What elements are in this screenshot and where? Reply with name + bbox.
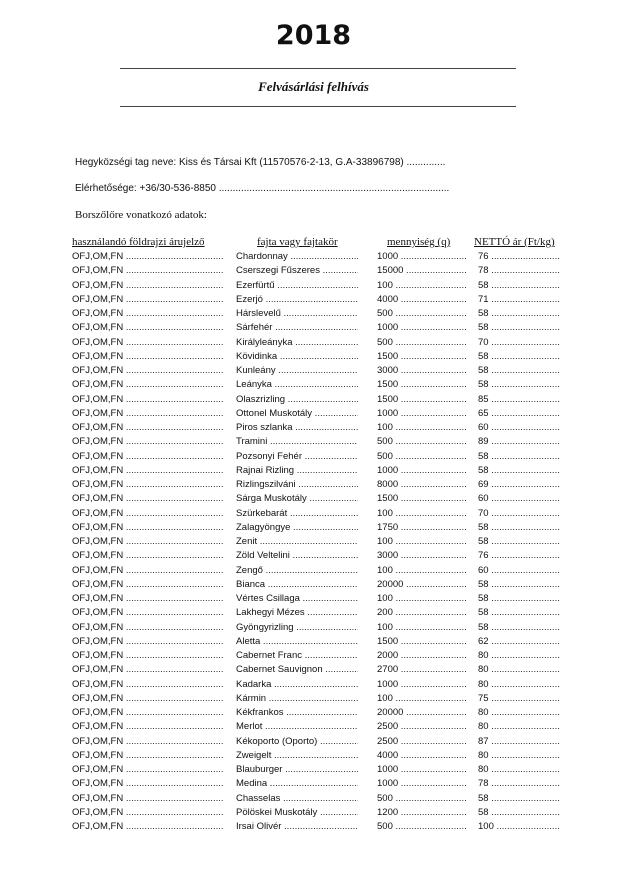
origin-cell: OFJ,OM,FN .....	[72, 521, 224, 535]
origin-cell: OFJ,OM,FN .....	[72, 364, 224, 378]
origin-cell: OFJ,OM,FN .....	[72, 592, 224, 606]
header-variety: fajta vagy fajtakör	[257, 236, 338, 248]
variety-cell: Piros szlanka .....	[236, 421, 358, 435]
origin-cell: OFJ,OM,FN .....	[72, 421, 224, 435]
origin-cell: OFJ,OM,FN .....	[72, 350, 224, 364]
origin-cell: OFJ,OM,FN .....	[72, 250, 224, 264]
price-cell: 58 .....	[478, 806, 560, 820]
origin-cell: OFJ,OM,FN .....	[72, 692, 224, 706]
quantity-cell: 20000 .....	[377, 578, 467, 592]
origin-cell: OFJ,OM,FN .....	[72, 279, 224, 293]
price-cell: 75 .....	[478, 692, 560, 706]
table-row	[0, 720, 627, 734]
variety-cell: Zalagyöngye .....	[236, 521, 358, 535]
table-row	[0, 307, 627, 321]
price-cell: 58 .....	[478, 321, 560, 335]
quantity-cell: 2500 .....	[377, 720, 467, 734]
table-row	[0, 792, 627, 806]
variety-cell: Zöld Veltelini .....	[236, 549, 358, 563]
table-row	[0, 763, 627, 777]
price-cell: 76 .....	[478, 250, 560, 264]
variety-cell: Gyöngyrizling .....	[236, 621, 358, 635]
price-cell: 58 .....	[478, 621, 560, 635]
table-row	[0, 464, 627, 478]
quantity-cell: 1000 .....	[377, 464, 467, 478]
price-cell: 80 .....	[478, 720, 560, 734]
origin-cell: OFJ,OM,FN .....	[72, 720, 224, 734]
price-cell: 58 .....	[478, 450, 560, 464]
price-cell: 80 .....	[478, 763, 560, 777]
header-quantity: mennyiség (q)	[387, 236, 451, 248]
variety-cell: Cabernet Franc .....	[236, 649, 358, 663]
price-cell: 58 .....	[478, 378, 560, 392]
variety-cell: Zenit .....	[236, 535, 358, 549]
price-cell: 58 .....	[478, 350, 560, 364]
table-row	[0, 435, 627, 449]
quantity-cell: 1500 .....	[377, 635, 467, 649]
document-subtitle: Felvásárlási felhívás	[258, 79, 369, 94]
price-cell: 89 .....	[478, 435, 560, 449]
origin-cell: OFJ,OM,FN .....	[72, 264, 224, 278]
origin-cell: OFJ,OM,FN .....	[72, 336, 224, 350]
table-row	[0, 450, 627, 464]
table-row	[0, 678, 627, 692]
table-row	[0, 264, 627, 278]
quantity-cell: 100 .....	[377, 692, 467, 706]
variety-cell: Kadarka .....	[236, 678, 358, 692]
header-price: NETTÓ ár (Ft/kg)	[474, 236, 555, 248]
table-row	[0, 521, 627, 535]
quantity-cell: 500 .....	[377, 336, 467, 350]
quantity-cell: 4000 .....	[377, 293, 467, 307]
price-cell: 87 .....	[478, 735, 560, 749]
table-row	[0, 820, 627, 834]
top-divider	[120, 68, 516, 69]
variety-cell: Blauburger .....	[236, 763, 358, 777]
price-cell: 85 .....	[478, 393, 560, 407]
table-row	[0, 478, 627, 492]
origin-cell: OFJ,OM,FN .....	[72, 492, 224, 506]
origin-cell: OFJ,OM,FN .....	[72, 307, 224, 321]
variety-cell: Sárga Muskotály .....	[236, 492, 358, 506]
quantity-cell: 15000 .....	[377, 264, 467, 278]
origin-cell: OFJ,OM,FN .....	[72, 777, 224, 791]
price-cell: 80 .....	[478, 706, 560, 720]
price-cell: 78 .....	[478, 777, 560, 791]
variety-cell: Cserszegi Fűszeres .....	[236, 264, 358, 278]
variety-cell: Ottonel Muskotály .....	[236, 407, 358, 421]
variety-cell: Kékfrankos .....	[236, 706, 358, 720]
variety-cell: Zengő .....	[236, 564, 358, 578]
table-row	[0, 492, 627, 506]
quantity-cell: 200 .....	[377, 606, 467, 620]
table-row	[0, 279, 627, 293]
origin-cell: OFJ,OM,FN .....	[72, 549, 224, 563]
quantity-cell: 500 .....	[377, 792, 467, 806]
price-cell: 58 .....	[478, 521, 560, 535]
quantity-cell: 100 .....	[377, 564, 467, 578]
variety-cell: Merlot .....	[236, 720, 358, 734]
document-year: 2018	[275, 20, 352, 51]
table-row	[0, 407, 627, 421]
origin-cell: OFJ,OM,FN .....	[72, 606, 224, 620]
quantity-cell: 1500 .....	[377, 378, 467, 392]
quantity-cell: 3000 .....	[377, 549, 467, 563]
bottom-divider	[120, 106, 516, 107]
quantity-cell: 1000 .....	[377, 321, 467, 335]
origin-cell: OFJ,OM,FN .....	[72, 820, 224, 834]
table-row	[0, 535, 627, 549]
price-cell: 58 .....	[478, 606, 560, 620]
table-row	[0, 507, 627, 521]
variety-cell: Vértes Csillaga .....	[236, 592, 358, 606]
table-row	[0, 606, 627, 620]
price-cell: 80 .....	[478, 663, 560, 677]
quantity-cell: 1200 .....	[377, 806, 467, 820]
variety-cell: Cabernet Sauvignon .....	[236, 663, 358, 677]
table-row	[0, 364, 627, 378]
price-cell: 100 .....	[478, 820, 560, 834]
table-row	[0, 378, 627, 392]
price-cell: 58 .....	[478, 364, 560, 378]
origin-cell: OFJ,OM,FN .....	[72, 578, 224, 592]
origin-cell: OFJ,OM,FN .....	[72, 293, 224, 307]
variety-cell: Leányka .....	[236, 378, 358, 392]
price-cell: 76 .....	[478, 549, 560, 563]
table-row	[0, 749, 627, 763]
price-cell: 58 .....	[478, 279, 560, 293]
quantity-cell: 1000 .....	[377, 407, 467, 421]
variety-cell: Chasselas .....	[236, 792, 358, 806]
quantity-cell: 100 .....	[377, 592, 467, 606]
variety-cell: Kunleány .....	[236, 364, 358, 378]
contact-line: Elérhetősége: +36/30-536-8850 ...................................................................................	[75, 183, 450, 194]
origin-cell: OFJ,OM,FN .....	[72, 378, 224, 392]
quantity-cell: 2000 .....	[377, 649, 467, 663]
company-line: Hegyközségi tag neve: Kiss és Társai Kft (11570576-2-13, G.A-33896798) ..............	[75, 157, 446, 168]
variety-cell: Hárslevelű .....	[236, 307, 358, 321]
quantity-cell: 500 .....	[377, 820, 467, 834]
quantity-cell: 100 .....	[377, 279, 467, 293]
variety-cell: Szürkebarát .....	[236, 507, 358, 521]
origin-cell: OFJ,OM,FN .....	[72, 663, 224, 677]
table-row	[0, 592, 627, 606]
variety-cell: Pölöskei Muskotály .....	[236, 806, 358, 820]
price-cell: 69 .....	[478, 478, 560, 492]
price-cell: 58 .....	[478, 578, 560, 592]
origin-cell: OFJ,OM,FN .....	[72, 450, 224, 464]
price-cell: 80 .....	[478, 678, 560, 692]
variety-cell: Bianca .....	[236, 578, 358, 592]
origin-cell: OFJ,OM,FN .....	[72, 806, 224, 820]
table-row	[0, 735, 627, 749]
origin-cell: OFJ,OM,FN .....	[72, 321, 224, 335]
variety-cell: Kékoporto (Oporto) .....	[236, 735, 358, 749]
origin-cell: OFJ,OM,FN .....	[72, 478, 224, 492]
origin-cell: OFJ,OM,FN .....	[72, 464, 224, 478]
purchase-table	[0, 250, 627, 834]
quantity-cell: 1000 .....	[377, 763, 467, 777]
origin-cell: OFJ,OM,FN .....	[72, 621, 224, 635]
origin-cell: OFJ,OM,FN .....	[72, 535, 224, 549]
quantity-cell: 1500 .....	[377, 393, 467, 407]
origin-cell: OFJ,OM,FN .....	[72, 564, 224, 578]
origin-cell: OFJ,OM,FN .....	[72, 749, 224, 763]
price-cell: 60 .....	[478, 492, 560, 506]
table-row	[0, 621, 627, 635]
variety-cell: Pozsonyi Fehér .....	[236, 450, 358, 464]
variety-cell: Rajnai Rizling .....	[236, 464, 358, 478]
price-cell: 70 .....	[478, 336, 560, 350]
quantity-cell: 100 .....	[377, 507, 467, 521]
variety-cell: Chardonnay .....	[236, 250, 358, 264]
price-cell: 62 .....	[478, 635, 560, 649]
variety-cell: Zweigelt .....	[236, 749, 358, 763]
table-row	[0, 806, 627, 820]
origin-cell: OFJ,OM,FN .....	[72, 763, 224, 777]
origin-cell: OFJ,OM,FN .....	[72, 649, 224, 663]
variety-cell: Kármin .....	[236, 692, 358, 706]
table-row	[0, 549, 627, 563]
table-row	[0, 692, 627, 706]
table-row	[0, 350, 627, 364]
quantity-cell: 2700 .....	[377, 663, 467, 677]
origin-cell: OFJ,OM,FN .....	[72, 735, 224, 749]
variety-cell: Ezerfürtű .....	[236, 279, 358, 293]
quantity-cell: 20000 .....	[377, 706, 467, 720]
table-row	[0, 777, 627, 791]
table-row	[0, 250, 627, 264]
price-cell: 65 .....	[478, 407, 560, 421]
price-cell: 71 .....	[478, 293, 560, 307]
price-cell: 60 .....	[478, 564, 560, 578]
quantity-cell: 100 .....	[377, 535, 467, 549]
price-cell: 58 .....	[478, 535, 560, 549]
quantity-cell: 1750 .....	[377, 521, 467, 535]
variety-cell: Királyleányka .....	[236, 336, 358, 350]
price-cell: 58 .....	[478, 464, 560, 478]
quantity-cell: 8000 .....	[377, 478, 467, 492]
variety-cell: Kövidinka .....	[236, 350, 358, 364]
origin-cell: OFJ,OM,FN .....	[72, 792, 224, 806]
quantity-cell: 100 .....	[377, 621, 467, 635]
price-cell: 80 .....	[478, 649, 560, 663]
price-cell: 78 .....	[478, 264, 560, 278]
origin-cell: OFJ,OM,FN .....	[72, 393, 224, 407]
quantity-cell: 4000 .....	[377, 749, 467, 763]
variety-cell: Rizlingszilváni .....	[236, 478, 358, 492]
quantity-cell: 1500 .....	[377, 350, 467, 364]
variety-cell: Sárfehér .....	[236, 321, 358, 335]
table-row	[0, 564, 627, 578]
table-row	[0, 706, 627, 720]
price-cell: 58 .....	[478, 307, 560, 321]
quantity-cell: 1500 .....	[377, 492, 467, 506]
table-row	[0, 336, 627, 350]
variety-cell: Lakhegyi Mézes .....	[236, 606, 358, 620]
table-row	[0, 663, 627, 677]
quantity-cell: 1000 .....	[377, 777, 467, 791]
header-origin: használandó földrajzi árujelző	[72, 236, 205, 248]
price-cell: 58 .....	[478, 592, 560, 606]
table-row	[0, 649, 627, 663]
table-row	[0, 321, 627, 335]
price-cell: 80 .....	[478, 749, 560, 763]
origin-cell: OFJ,OM,FN .....	[72, 678, 224, 692]
variety-cell: Irsai Olivér .....	[236, 820, 358, 834]
quantity-cell: 500 .....	[377, 435, 467, 449]
origin-cell: OFJ,OM,FN .....	[72, 435, 224, 449]
quantity-cell: 1000 .....	[377, 250, 467, 264]
quantity-cell: 100 .....	[377, 421, 467, 435]
variety-cell: Olaszrizling .....	[236, 393, 358, 407]
origin-cell: OFJ,OM,FN .....	[72, 635, 224, 649]
table-row	[0, 635, 627, 649]
origin-cell: OFJ,OM,FN .....	[72, 407, 224, 421]
origin-cell: OFJ,OM,FN .....	[72, 706, 224, 720]
price-cell: 60 .....	[478, 421, 560, 435]
origin-cell: OFJ,OM,FN .....	[72, 507, 224, 521]
table-row	[0, 293, 627, 307]
price-cell: 70 .....	[478, 507, 560, 521]
variety-cell: Ezerjó .....	[236, 293, 358, 307]
price-cell: 58 .....	[478, 792, 560, 806]
variety-cell: Medina .....	[236, 777, 358, 791]
quantity-cell: 2500 .....	[377, 735, 467, 749]
quantity-cell: 3000 .....	[377, 364, 467, 378]
table-row	[0, 393, 627, 407]
variety-cell: Tramini .....	[236, 435, 358, 449]
section-label: Borszőlőre vonatkozó adatok:	[75, 209, 207, 221]
quantity-cell: 500 .....	[377, 307, 467, 321]
quantity-cell: 500 .....	[377, 450, 467, 464]
table-row	[0, 421, 627, 435]
quantity-cell: 1000 .....	[377, 678, 467, 692]
table-row	[0, 578, 627, 592]
variety-cell: Aletta .....	[236, 635, 358, 649]
